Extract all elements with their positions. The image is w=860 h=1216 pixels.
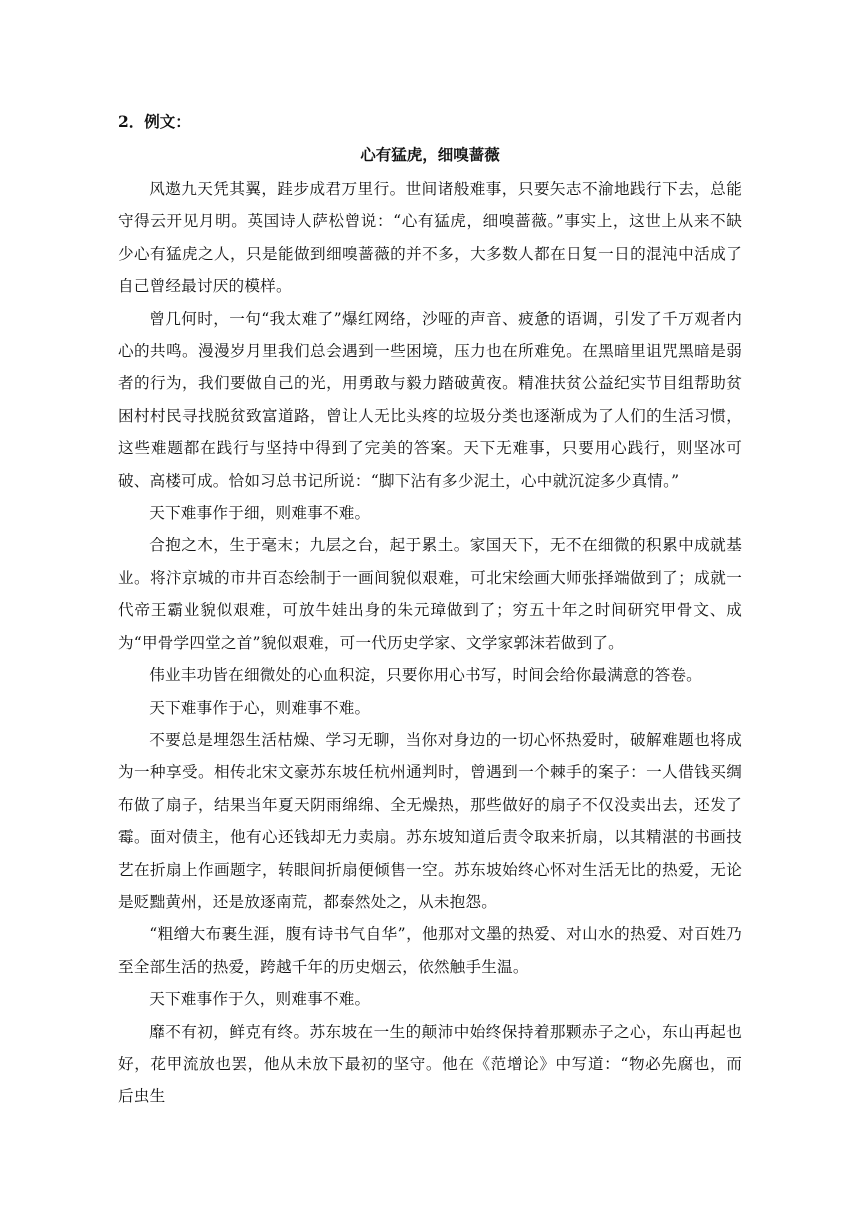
paragraph: 天下难事作于心，则难事不难。	[149, 698, 371, 717]
paragraph: “粗缯大布裹生涯，腹有诗书气自华”，他那对文墨的热爱、对山水的热爱、对百姓乃至全部生活的热爱，跨越千年的历史烟云，依然触手生温。	[118, 925, 742, 976]
essay-body	[118, 173, 742, 1113]
paragraph: 风遨九天凭其翼，跬步成君万里行。世间诸般难事，只要矢志不渝地践行下去，总能守得云开见月明。英国诗人萨松曾说：“心有猛虎，细嗅蔷薇。”事实上，这世上从来不缺少心有猛虎之人，只是能做到细嗅蔷薇的并不多，大多数人都在日复一日的混沌中活成了自己曾经最讨厌的模样。	[118, 180, 742, 296]
paragraph: 天下难事作于久，则难事不难。	[149, 990, 371, 1009]
paragraph: 伟业丰功皆在细微处的心血积淀，只要你用心书写，时间会给你最满意的答卷。	[149, 666, 702, 685]
paragraph: 曾几何时，一句“我太难了”爆红网络，沙哑的声音、疲惫的语调，引发了千万观者内心的共鸣。漫漫岁月里我们总会遇到一些困境，压力也在所难免。在黑暗里诅咒黑暗是弱者的行为，我们要做自己的光，用勇敢与毅力踏破黄夜。精准扶贫公益纪实节目组帮助贫困村村民寻找脱贫致富道路，曾让人无比头疼的垃圾分类也逐渐成为了人们的生活习惯，这些难题都在践行与坚持中得到了完美的答案。天下无难事，只要用心践行，则坚冰可破、高楼可成。恰如习总书记所说：“脚下沾有多少泥土，心中就沉淀多少真情。”	[118, 309, 742, 490]
paragraph: 合抱之木，生于毫末；九层之台，起于累土。家国天下，无不在细微的积累中成就基业。将汴京城的市井百态绘制于一画间貌似艰难，可北宋绘画大师张择端做到了；成就一代帝王霸业貌似艰难，可放牛娃出身的朱元璋做到了；穷五十年之时间研究甲骨文、成为“甲骨学四堂之首”貌似艰难，可一代历史学家、文学家郭沫若做到了。	[118, 536, 742, 652]
paragraph: 不要总是埋怨生活枯燥、学习无聊，当你对身边的一切心怀热爱时，破解难题也将成为一种享受。相传北宋文豪苏东坡任杭州通判时，曾遇到一个棘手的案子：一人借钱买绸布做了扇子，结果当年夏天阴雨绵绵、全无燥热，那些做好的扇子不仅没卖出去，还发了霉。面对债主，他有心还钱却无力卖扇。苏东坡知道后责令取来折扇，以其精湛的书画技艺在折扇上作画题字，转眼间折扇便倾售一空。苏东坡始终心怀对生活无比的热爱，无论是贬黜黄州，还是放逐南荒，都泰然处之，从未抱怨。	[118, 730, 742, 911]
essay-title: 心有猛虎，细嗅蔷薇	[360, 145, 500, 164]
section-heading: 2．例文：	[118, 112, 191, 131]
paragraph: 靡不有初，鲜克有终。苏东坡在一生的颠沛中始终保持着那颗赤子之心，东山再起也好，花甲流放也罢，他从未放下最初的坚守。他在《范增论》中写道：“物必先腐也，而后虫生	[118, 1022, 742, 1106]
paragraph: 天下难事作于细，则难事不难。	[149, 504, 371, 523]
